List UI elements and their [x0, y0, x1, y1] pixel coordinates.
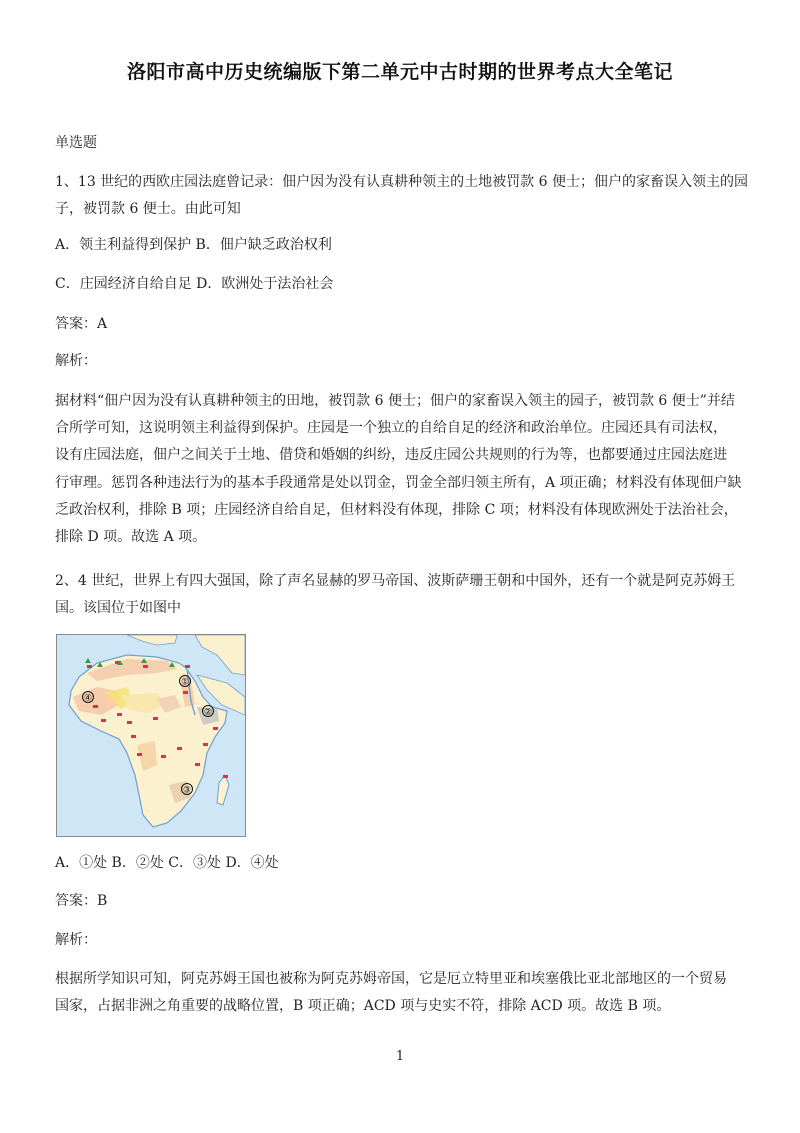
analysis-line: 据材料“佃户因为没有认真耕种领主的田地，被罚款 6 便士；佃户的家畜误入领主的园子，被罚款 6 便士”并结: [55, 393, 735, 409]
analysis-line: 行审理。惩罚各种违法行为的基本手段通常是处以罚金，罚金全部归领主所有，A 项正确；材料没有体现佃户缺: [55, 474, 742, 491]
analysis-line: 乏政治权利，排除 B 项；庄园经济自给自足，但材料没有体现，排除 C 项；材料没有体现欧洲处于法治社会，: [55, 501, 738, 518]
page-title: 洛阳市高中历史统编版下第二单元中古时期的世界考点大全笔记: [126, 61, 673, 83]
question-1-analysis-label: 解析：: [55, 353, 97, 369]
analysis-line: 排除 D 项。故选 A 项。: [55, 529, 207, 546]
map-marker-4: ④: [83, 693, 93, 704]
africa-map-drawing: [57, 635, 245, 836]
page-number: 1: [395, 1049, 405, 1064]
analysis-line: 合所学可知，这说明领主利益得到保护。庄园是一个独立的自给自足的经济和政治单位。庄园还具有司法权，: [55, 420, 727, 437]
question-2-stem-line: 国。该国位于如图中: [55, 600, 181, 617]
map-marker-1: ①: [180, 677, 190, 688]
question-1-options-cd: C．庄园经济自给自足 D．欧洲处于法治社会: [55, 276, 334, 292]
map-marker-3: ③: [182, 785, 192, 796]
question-2-analysis: [55, 966, 745, 1020]
question-2-stem-line: 2、4 世纪，世界上有四大强国，除了声名显赫的罗马帝国、波斯萨珊王朝和中国外，还有一个就是阿克苏姆王: [55, 573, 736, 589]
analysis-line: 国家，占据非洲之角重要的战略位置，B 项正确；ACD 项与史实不符，排除 ACD 项。故选 B 项。: [55, 998, 671, 1015]
question-2-answer: 答案：B: [55, 893, 108, 909]
map-marker-2: ②: [203, 707, 213, 718]
section-heading: 单选题: [55, 135, 97, 151]
question-1-answer: 答案：A: [55, 316, 108, 332]
analysis-line: 设有庄园法庭，佃户之间关于土地、借贷和婚姻的纠纷，违反庄园公共规则的行为等，也都要通过庄园法庭进: [55, 447, 727, 464]
question-1-stem: [55, 169, 748, 223]
analysis-line: 根据所学知识可知，阿克苏姆王国也被称为阿克苏姆帝国，它是厄立特里亚和埃塞俄比亚北部地区的一个贸易: [55, 971, 727, 987]
question-2-analysis-label: 解析：: [55, 932, 97, 948]
africa-map: [56, 634, 246, 837]
question-1-stem-line: 1、13 世纪的西欧庄园法庭曾记录：佃户因为没有认真耕种领主的土地被罚款 6 便士；佃户的家畜误入领主的园: [55, 174, 748, 190]
question-1-stem-line: 子，被罚款 6 便士。由此可知: [55, 201, 241, 218]
question-2-stem: [55, 568, 745, 622]
question-1-analysis: [55, 388, 745, 551]
question-2-options: A．①处 B．②处 C．③处 D．④处: [55, 855, 279, 871]
question-1-options-ab: A．领主利益得到保护 B．佃户缺乏政治权利: [55, 237, 332, 253]
